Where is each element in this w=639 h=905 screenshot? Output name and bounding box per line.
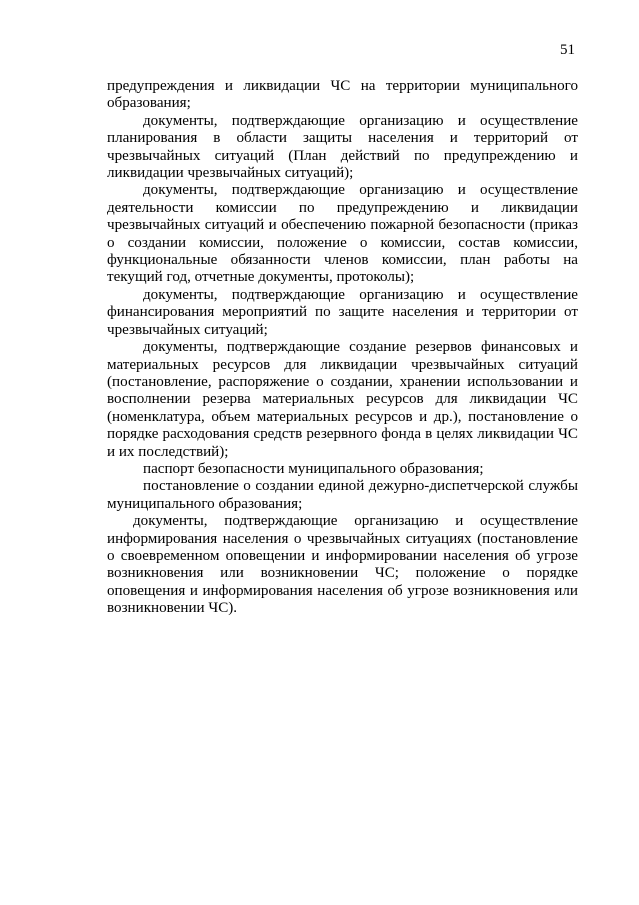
paragraph-reserves-documents: документы, подтверждающие создание резервов финансовых и материальных ресурсов для ликвидации чрезвычайных ситуаций (постановление, распоряжение о создании, хранении использовании и восполнении резерва материальных ресурсов для ликвидации ЧС (номенклатура, объем материальных ресурсов и др.), постановление о порядке расходования средств резервного фонда в целях ликвидации ЧС и их последствий); [107,339,578,460]
paragraph-planning-documents: документы, подтверждающие организацию и осуществление планирования в области защиты населения и территорий от чрезвычайных ситуаций (План действий по предупреждению и ликвидации чрезвычайных ситуаций); [107,112,578,182]
paragraph-continuation: предупреждения и ликвидации ЧС на территории муниципального образования; [107,78,578,112]
paragraph-safety-passport: паспорт безопасности муниципального образования; [143,460,484,477]
paragraph-dispatch-service: постановление о создании единой дежурно-диспетчерской службы муниципального образования; [107,478,578,512]
document-body [107,78,578,618]
paragraph-commission-documents: документы, подтверждающие организацию и осуществление деятельности комиссии по предупреждению и ликвидации чрезвычайных ситуаций и обеспечению пожарной безопасности (приказ о создании комиссии, положение о комиссии, состав комиссии, функциональные обязанности членов комиссии, план работы на текущий год, отчетные документы, протоколы); [107,182,578,286]
page-number: 51 [560,42,575,58]
paragraph-informing-documents: документы, подтверждающие организацию и осуществление информирования населения о чрезвычайных ситуациях (постановление о своевременном оповещении и информировании населения об угрозе возникновения или возникновении ЧС; положение о порядке оповещения и информирования населения об угрозе возникновения или возникновении ЧС). [107,513,578,617]
paragraph-financing-documents: документы, подтверждающие организацию и осуществление финансирования мероприятий по защите населения и территории от чрезвычайных ситуаций; [107,286,578,338]
